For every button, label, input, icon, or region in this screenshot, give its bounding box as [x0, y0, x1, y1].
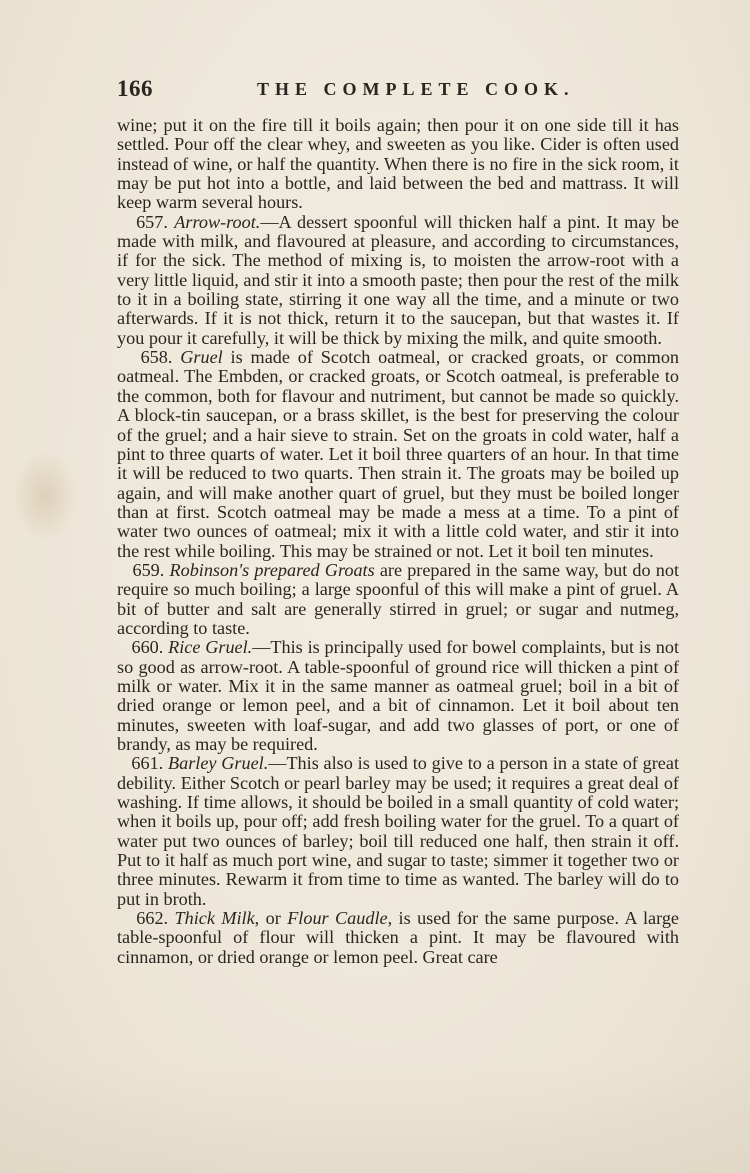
paragraph-text: is made of Scotch oatmeal, or cracked groats, or common oatmeal. The Embden, or cracked groats, or Scotch oatmeal, is preferable to the common, both for flavour and nutriment, but cannot be made so quickly. A block-tin saucepan, or a brass skillet, is the best for preserving the colour of the gruel; and a hair sieve to strain. Set on the groats in cold water, half a pint to three quarts of water. Let it boil three quarters of an hour. In that time it will be reduced to two quarts. Then strain it. The groats may be boiled up again, and will make another quart of gruel, but they must be boiled longer than at first. Scotch oatmeal may be made a mess at a time. To a pint of water two ounces of oatmeal; mix it with a little cold water, and stir it into the rest while boiling. This may be strained or not. Let it boil ten minutes. [117, 347, 680, 561]
paragraph-text: —A dessert spoonful will thicken half a pint. It may be made with milk, and flavoured at pleasure, and according to circumstances, if for the sick. The method of mixing is, to moisten the arrow-root with a very little liquid, and stir it into a smooth paste; then pour the rest of the milk to it in a boiling state, stirring it one way all the time, and a minute or two afterwards. If it is not thick, return it to the saucepan, but that wastes it. If you pour it carefully, it will be thick by mixing the milk, and quite smooth. [117, 211, 679, 348]
paper-stain [14, 452, 76, 540]
recipe-number: 658. [140, 347, 173, 368]
paragraph-text: —This also is used to give to a person in a state of great debility. Either Scotch or pearl barley may be used; it requires a great deal of washing. If time allows, it should be boiled in a small quantity of cold water; when it boils up, pour off; add fresh boiling water for the gruel. To a quart of water put two ounces of barley; boil till reduced one half, then strain it off. Put to it half as much port wine, and sugar to taste; simmer it together two or three minutes. Rewarm it from time to time as wanted. The barley will do to put in broth. [117, 753, 679, 909]
recipe-title: Barley Gruel. [168, 753, 269, 774]
recipe-title: Gruel [180, 347, 223, 368]
recipe-title: Rice Gruel. [168, 637, 253, 658]
recipe-659 [117, 561, 679, 638]
recipe-number: 662. [136, 908, 169, 929]
recipe-661 [117, 754, 679, 909]
recipe-658 [117, 348, 679, 561]
page-header [117, 76, 679, 106]
recipe-title: Thick Milk [174, 908, 255, 929]
recipe-title-alt: Flour Caudle [287, 908, 388, 929]
page-number: 166 [117, 76, 153, 101]
running-title: THE COMPLETE COOK. [257, 79, 575, 99]
recipe-number: 657. [136, 211, 168, 232]
recipe-662 [117, 909, 679, 967]
body-text [117, 116, 679, 967]
recipe-657 [117, 213, 679, 348]
paragraph-text: wine; put it on the fire till it boils again; then pour it on one side till it has settled. Pour off the clear whey, and sweeten as you like. Cider is often used instead of wine, or half the quantity. When there is no fire in the sick room, it may be put hot into a bottle, and laid between the bed and mattrass. It will keep warm several hours. [117, 115, 679, 213]
recipe-number: 659. [132, 559, 165, 580]
recipe-title: Arrow-root. [174, 211, 261, 232]
paragraph-continuation [117, 116, 679, 213]
page-bottom-margin [0, 1060, 750, 1173]
title-joiner: , or [254, 908, 288, 929]
paragraph-text: , is used for the same purpose. A large table-spoonful of flour will thicken a pint. It may be flavoured with cinnamon, or dried orange or lemon peel. Great care [117, 908, 679, 967]
paragraph-text: —This is principally used for bowel complaints, but is not so good as arrow-root. A table-spoonful of ground rice will thicken a pint of milk or water. Mix it in the same manner as oatmeal gruel; boil in a bit of dried orange or lemon peel, and a bit of cinnamon. Let it boil about ten minutes, sweeten with loaf-sugar, and add two glasses of port, or one of brandy, as may be required. [117, 637, 680, 754]
recipe-title: Robinson's prepared Groats [169, 559, 375, 580]
paragraph-text: are prepared in the same way, but do not require so much boiling; a large spoonful of this will make a pint of gruel. A bit of butter and salt are generally stirred in gruel; or sugar and nutmeg, according to taste. [117, 559, 680, 638]
recipe-660 [117, 638, 679, 754]
recipe-number: 661. [131, 753, 164, 774]
recipe-number: 660. [131, 637, 164, 658]
